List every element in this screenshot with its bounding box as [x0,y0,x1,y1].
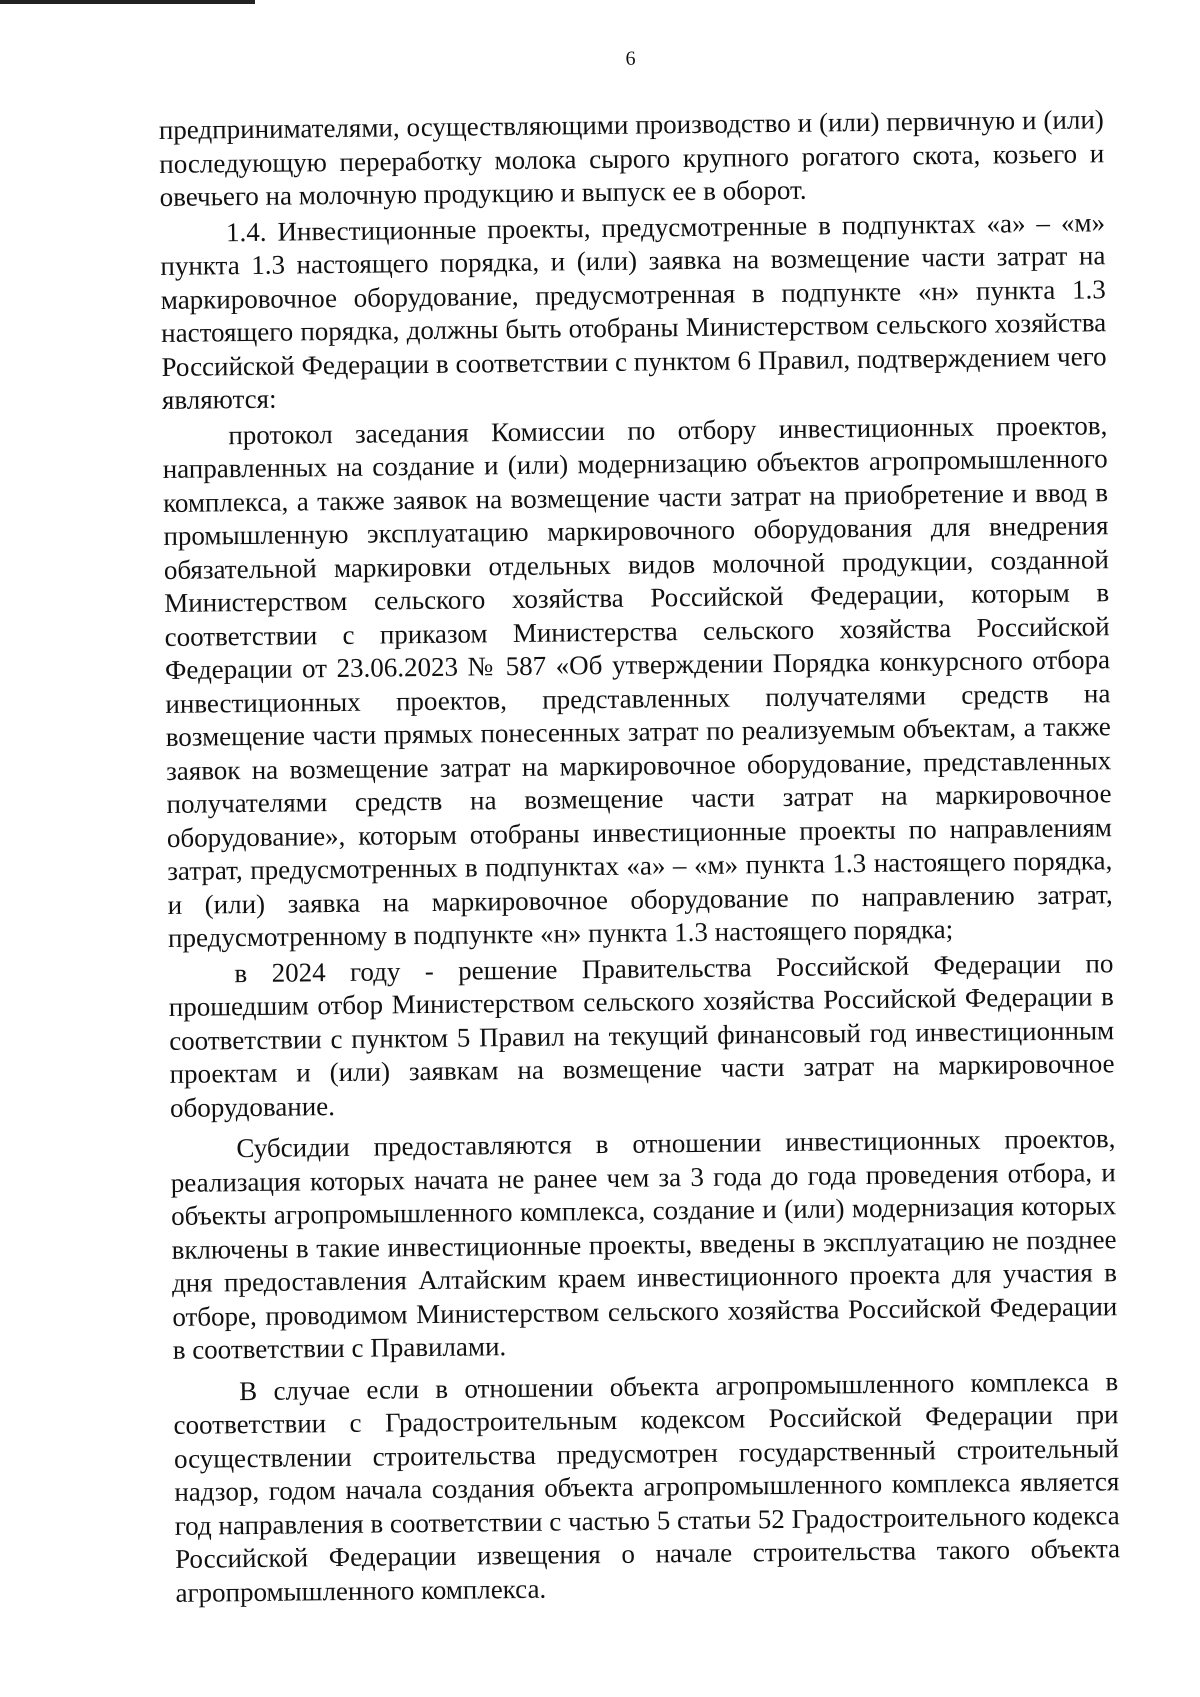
paragraph-construction-supervision: В случае если в отношении объекта агропромышленного комплекса в соответствии с Градостроительным кодексом Российской Федерации при осуществлении строительства предусмотрен государственный строительный надзор, годом начала создания объекта агропромышленного комплекса является год направления в соответствии с частью 5 статьи 52 Градостроительного кодекса Российской Федерации извещения о начале строительства такого объекта агропромышленного комплекса. [173,1365,1121,1608]
paragraph-continuation: предпринимателями, осуществляющими производство и (или) первичную и (или) последующую переработку молока сырого крупного рогатого скота, козьего и овечьего на молочную продукцию и выпуск ее в оборот. [158,104,1105,212]
paragraph-clause-1-4: 1.4. Инвестиционные проекты, предусмотренные в подпунктах «а» – «м» пункта 1.3 настоящего порядка, и (или) заявка на возмещение части затрат на маркировочное оборудование, предусмотренная в подпункте «н» пункта 1.3 настоящего порядка, должны быть отобраны Министерством сельского хозяйства Российской Федерации в соответствии с пунктом 6 Правил, подтверждением чего являются: [160,206,1107,415]
page-number: 6 [625,47,636,70]
paragraph-government-decision-2024: в 2024 году - решение Правительства Российской Федерации по прошедшим отбор Министерством сельского хозяйства Российской Федерации в соответствии с пунктом 5 Правил на текущий финансовый год инвестиционным проектам и (или) заявкам на возмещение части затрат на маркировочное оборудование. [168,947,1115,1123]
paragraph-commission-protocol: протокол заседания Комиссии по отбору инвестиционных проектов, направленных на создание и (или) модернизацию объектов агропромышленного комплекса, а также заявок на возмещение части затрат на приобретение и ввод в промышленную эксплуатацию маркировочного оборудования для внедрения обязательной маркировки отдельных видов молочной продукции, созданной Министерством сельского хозяйства Российской Федерации, которым в соответствии с приказом Министерства сельского хозяйства Российской Федерации от 23.06.2023 № 587 «Об утверждении Порядка конкурсного отбора инвестиционных проектов, представленных получателями средств на возмещение части прямых понесенных затрат по реализуемым объектам, а также заявок на возмещение затрат на маркировочное оборудование, представленных получателями средств на возмещение части затрат на маркировочное оборудование», которым отобраны инвестиционные проекты по направлениям затрат, предусмотренных в подпунктах «а» – «м» пункта 1.3 настоящего порядка, и (или) заявка на маркировочное оборудование по направлению затрат, предусмотренному в подпункте «н» пункта 1.3 настоящего порядка; [162,409,1113,953]
scan-edge-rule [0,0,255,4]
paragraph-subsidy-conditions: Субсидии предоставляются в отношении инвестиционных проектов, реализация которых начата не ранее чем за 3 года до года проведения отбора, и объекты агропромышленного комплекса, создание и (или) модернизация которых включены в такие инвестиционные проекты, введены в эксплуатацию не позднее дня предоставления Алтайским краем инвестиционного проекта для участия в отборе, проводимом Министерством сельского хозяйства Российской Федерации в соответствии с Правилами. [170,1123,1118,1365]
document-page [158,41,1121,1610]
